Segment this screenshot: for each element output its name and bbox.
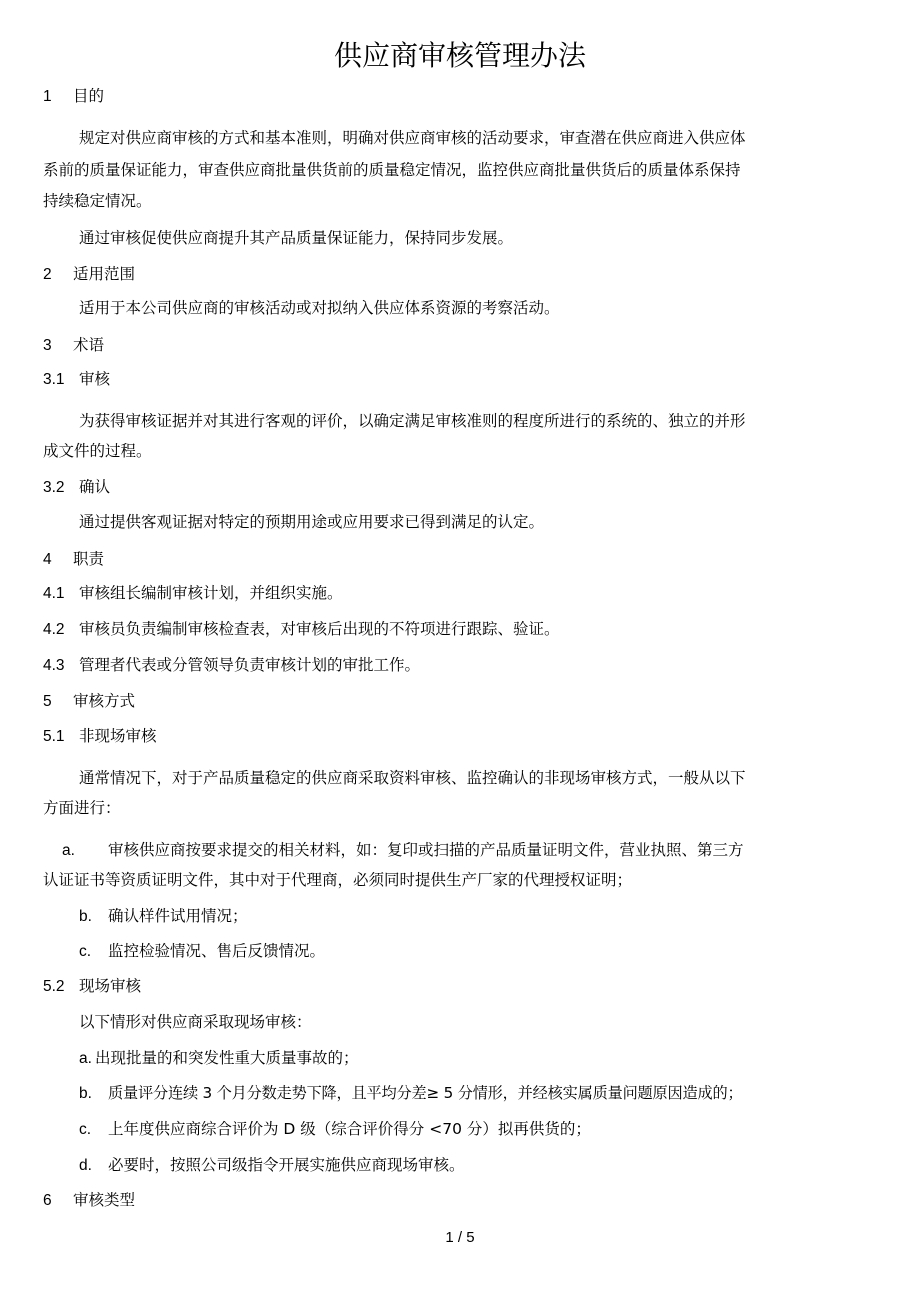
list-item-5-1-a-continued: 认证证书等资质证明文件，其中对于代理商，必须同时提供生产厂家的代理授权证明；: [43, 871, 633, 889]
section-5-1-heading: 5.1 非现场审核: [43, 727, 157, 745]
list-item-5-1-a: a. 审核供应商按要求提交的相关材料，如：复印或扫描的产品质量证明文件，营业执照、第三方: [62, 841, 744, 859]
offsite-paragraph-line: 通常情况下，对于产品质量稳定的供应商采取资料审核、监控确认的非现场审核方式，一般从以下: [79, 769, 746, 787]
purpose-paragraph-2: 通过审核促使供应商提升其产品质量保证能力，保持同步发展。: [79, 229, 514, 247]
list-item-5-1-b: b. 确认样件试用情况；: [79, 907, 248, 925]
section-4-2: 4.2 审核员负责编制审核检查表，对审核后出现的不符项进行跟踪、验证。: [43, 620, 560, 638]
section-3-1-heading: 3.1 审核: [43, 370, 111, 388]
section-4-heading: 4 职责: [43, 550, 105, 568]
section-3-2-heading: 3.2 确认: [43, 478, 111, 496]
list-item-5-2-b: b. 质量评分连续 3 个月分数走势下降，且平均分差≥ 5 分情形，并经核实属质量问题原因造成的；: [79, 1084, 743, 1102]
list-item-5-2-a: a. 出现批量的和突发性重大质量事故的；: [79, 1049, 359, 1067]
section-4-3: 4.3 管理者代表或分管领导负责审核计划的审批工作。: [43, 656, 421, 674]
list-item-5-2-d: d. 必要时，按照公司级指令开展实施供应商现场审核。: [79, 1156, 465, 1174]
section-1-heading: 1 目的: [43, 87, 105, 105]
section-4-1: 4.1 审核组长编制审核计划，并组织实施。: [43, 584, 343, 602]
audit-definition-line: 成文件的过程。: [43, 442, 152, 460]
offsite-paragraph-line: 方面进行：: [43, 799, 121, 817]
section-6-heading: 6 审核类型: [43, 1191, 136, 1209]
list-item-5-1-c: c. 监控检验情况、售后反馈情况。: [79, 942, 326, 960]
section-3-heading: 3 术语: [43, 336, 105, 354]
onsite-intro: 以下情形对供应商采取现场审核：: [79, 1013, 312, 1031]
section-2-heading: 2 适用范围: [43, 265, 136, 283]
purpose-paragraph-line: 系前的质量保证能力，审查供应商批量供货前的质量稳定情况，监控供应商批量供货后的质量体系保持: [43, 161, 741, 179]
audit-definition-line: 为获得审核证据并对其进行客观的评价，以确定满足审核准则的程度所进行的系统的、独立的并形: [79, 412, 746, 430]
scope-paragraph: 适用于本公司供应商的审核活动或对拟纳入供应体系资源的考察活动。: [79, 299, 560, 317]
page-number: 1 / 5: [445, 1229, 475, 1246]
page-title: 供应商审核管理办法: [333, 39, 586, 72]
purpose-paragraph-line: 规定对供应商审核的方式和基本准则，明确对供应商审核的活动要求，审查潜在供应商进入供应体: [79, 129, 746, 147]
list-item-5-2-c: c. 上年度供应商综合评价为 D 级（综合评价得分 <70 分）拟再供货的；: [79, 1120, 591, 1138]
section-5-heading: 5 审核方式: [43, 692, 136, 710]
section-5-2-heading: 5.2 现场审核: [43, 977, 142, 995]
confirm-definition: 通过提供客观证据对特定的预期用途或应用要求已得到满足的认定。: [79, 513, 545, 531]
purpose-paragraph-line: 持续稳定情况。: [43, 192, 152, 210]
